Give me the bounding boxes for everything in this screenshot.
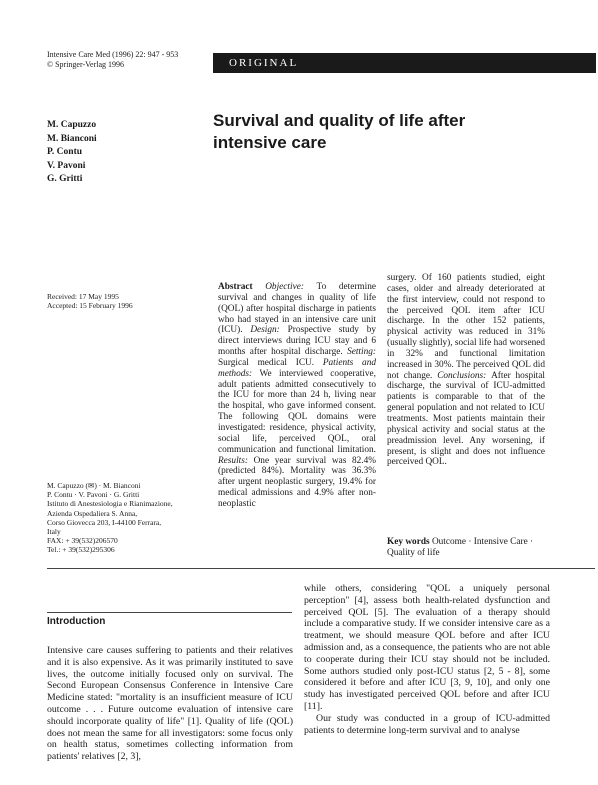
results-continued: surgery. Of 160 patients studied, eight cases, older and already deteriorated at the first interview, could not respond to the perceived QOL item after ICU discharge. In the other 152 patients, physical activity was reduced in 31% (usually slightly), social life had worsened in 32% and functional limitation increased in 30%. The perceived QOL did not change.	[387, 273, 546, 381]
author: M. Bianconi	[47, 133, 97, 144]
fax: FAX: + 39(532)206570	[47, 536, 118, 546]
body-column-2	[304, 583, 550, 736]
address-line: Azienda Ospedaliera S. Anna,	[47, 508, 138, 518]
conclusions-text: After hospital discharge, the survival of ICU-admitted patients is comparable to that of the general population and not related to ICU treatments. Most patients maintain their physical activity and social status at the preadmission level. Any worsening, if present, is slight and does not influence perceived QOL.	[387, 370, 545, 468]
conclusions-label: Conclusions:	[437, 370, 492, 381]
address-line: M. Capuzzo (✉) · M. Bianconi	[47, 481, 141, 490]
abstract-column-1	[218, 282, 376, 510]
address-line: Corso Giovecca 203, I-44100 Ferrara,	[47, 517, 162, 527]
keywords-label: Key words	[387, 537, 432, 547]
author: P. Contu	[47, 147, 83, 157]
patients-text: We interviewed cooperative, adult patients admitted consecutively to the ICU for more than 24 h, living near the hospital, who gave informed consent. The following QOL domains were investigated: residence, physical activity, social life, perceived QOL, oral communication and functional limitation.	[218, 368, 376, 455]
telephone: Tel.: + 39(532)295306	[47, 545, 115, 555]
author-list	[47, 119, 97, 187]
citation: Intensive Care Med (1996) 22: 947 - 953	[47, 50, 179, 59]
body-column-1	[47, 645, 293, 763]
title-line: intensive care	[213, 133, 327, 152]
paragraph: while others, considering "QOL a uniquely personal perception" [4], assess both health-related dysfunction and perceived QOL [5]. The evaluation of a therapy should include a comparative study. If we consider intensive care as a treatment, we should measure QOL before and after ICU admission and, as a consequence, the patients who are not able to cooperate during their ICU stay should not be included. Some authors studied only post-ICU status [2, 5 - 8], some considered it before and after ICU [3, 9, 10], and only one study has investigated perceived QOL before and after ICU [11].	[304, 583, 550, 712]
received-date: Received: 17 May 1995	[47, 292, 119, 301]
design-text: Prospective study by direct interviews during ICU stay and 6 months after hospital discharge.	[218, 325, 376, 358]
section-badge: ORIGINAL	[213, 53, 596, 73]
design-label: Design:	[250, 325, 288, 336]
results-label: Results:	[218, 455, 254, 466]
paragraph: Our study was conducted in a group of ICU-admitted patients to determine long-term survival and to analyse	[304, 712, 550, 736]
objective-label: Objective:	[265, 282, 317, 292]
objective-text: To determine survival and changes in quality of life (QOL) after hospital discharge in patients who had stayed in an intensive care unit (ICU).	[218, 282, 377, 336]
journal-header	[47, 50, 178, 70]
keywords-text: Outcome · Intensive Care · Quality of life	[387, 537, 534, 558]
address-line: Istituto di Anestesiologia e Rianimazione,	[47, 499, 173, 509]
patients-label: Patients and methods:	[218, 357, 376, 379]
introduction-heading: Introduction	[47, 616, 106, 627]
accepted-date: Accepted: 15 February 1996	[47, 301, 133, 310]
paper-title	[213, 110, 503, 154]
address-line: Italy	[47, 527, 61, 537]
address-line: P. Contu · V. Pavoni · G. Gritti	[47, 490, 140, 500]
setting-label: Setting:	[347, 347, 376, 358]
abstract-column-2	[387, 273, 545, 468]
title-line: Survival and quality of life after	[213, 111, 466, 130]
author: M. Capuzzo	[47, 120, 97, 130]
setting-text: Surgical medical ICU.	[218, 357, 323, 368]
author: G. Gritti	[47, 174, 83, 184]
copyright: © Springer-Verlag 1996	[47, 60, 125, 69]
paragraph: Intensive care causes suffering to patients and their relatives and it is also expensive. As it was primarily instituted to save lives, the outcome initially focused only on survival. The Second European Consensus Conference in Intensive Care Medicine stated: "mortality is an insufficient measure of ICU outcome . . . Future outcome evaluation of intensive care should incorporate quality of life" [1]. Quality of life (QOL) does not mean the same for all investigators: some focus only on health status, sometimes collecting information from patients' relatives [2, 3],	[47, 645, 293, 763]
abstract-label: Abstract	[218, 282, 266, 292]
section-divider	[47, 568, 595, 569]
results-text: One year survival was 82.4% (predicted 84%). Mortality was 36.3% after urgent neoplastic surgery, 19.4% for medical admissions and 4.9% after non-neoplastic	[218, 455, 376, 509]
dates	[47, 292, 133, 310]
author: V. Pavoni	[47, 160, 86, 171]
heading-rule	[47, 612, 292, 613]
correspondence-address	[47, 481, 207, 555]
keywords	[387, 537, 545, 559]
